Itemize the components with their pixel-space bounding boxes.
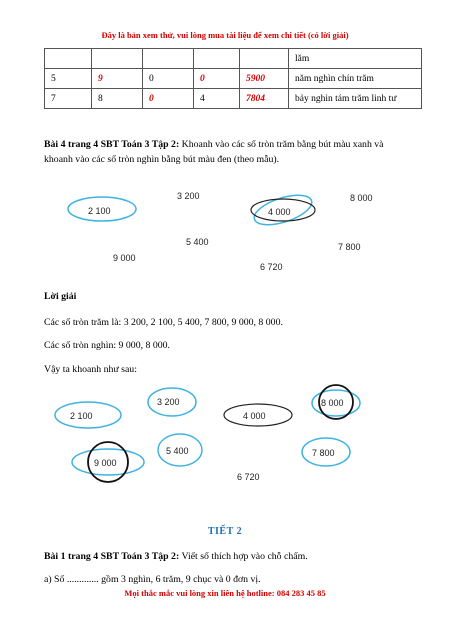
table-cell [45,49,92,69]
table-cell: bảy nghìn tám trăm linh tư [289,89,422,109]
number-label: 5 400 [186,237,209,247]
number-label: 7 800 [338,242,361,252]
exercise-4-text: Khoanh vào các số tròn trăm bằng bút màu xanh và khoanh vào các số tròn nghìn bằng bút màu đen (theo mẫu). [44,139,384,165]
table-cell: năm nghìn chín trăm [289,69,422,89]
number-label: 2 100 [88,206,111,216]
section-heading: TIẾT 2 [207,526,243,537]
table-row [45,89,422,109]
table-cell: 9 [92,69,143,89]
figure-exercise [0,186,450,278]
number-label: 5 400 [166,446,189,456]
number-label: 8 000 [350,193,373,203]
number-label: 9 000 [113,253,136,263]
exercise-1-part-a: a) Số ............. gồm 3 nghìn, 6 trăm, 9 chục và 0 đơn vị. [44,574,261,585]
table-cell: 4 [194,89,240,109]
solution-line: Các số tròn nghìn: 9 000, 8 000. [44,340,170,351]
number-label: 9 000 [94,458,117,468]
solution-line: Vậy ta khoanh như sau: [44,364,137,375]
exercise-4 [44,137,414,167]
exercise-1-text: Viết số thích hợp vào chỗ chấm. [179,551,308,562]
table-cell: 7804 [240,89,289,109]
number-label: 4 000 [268,207,291,217]
number-table [44,48,422,109]
preview-banner: Đây là bản xem thử, vui lòng mua tài liệu để xem chi tiết (có lời giải) [101,30,349,40]
exercise-1-label: Bài 1 trang 4 SBT Toán 3 Tập 2: [44,551,180,562]
table-cell [92,49,143,69]
table-cell: 0 [143,69,194,89]
number-label: 4 000 [243,411,266,421]
number-label: 6 720 [260,262,283,272]
table-cell [194,49,240,69]
number-label: 3 200 [157,397,180,407]
exercise-4-label: Bài 4 trang 4 SBT Toán 3 Tập 2: [44,139,180,150]
solution-line: Các số tròn trăm là: 3 200, 2 100, 5 400, 7 800, 9 000, 8 000. [44,317,283,328]
table-cell: 8 [92,89,143,109]
number-label: 2 100 [70,411,93,421]
table-cell: 7 [45,89,92,109]
figure-solution [0,384,450,496]
table-cell [240,49,289,69]
exercise-1 [44,549,414,564]
table-row [45,49,422,69]
number-label: 7 800 [312,448,335,458]
table-cell: 0 [143,89,194,109]
table-cell: 5 [45,69,92,89]
solution-title: Lời giải [44,291,77,302]
table-cell [143,49,194,69]
number-label: 6 720 [237,472,260,482]
hotline-banner: Mọi thắc mắc vui lòng xin liên hệ hotline: 084 283 45 85 [124,588,326,598]
table-cell: lăm [289,49,422,69]
number-label: 3 200 [177,191,200,201]
table-cell: 5900 [240,69,289,89]
number-label: 8 000 [321,398,344,408]
table-row [45,69,422,89]
table-cell: 0 [194,69,240,89]
